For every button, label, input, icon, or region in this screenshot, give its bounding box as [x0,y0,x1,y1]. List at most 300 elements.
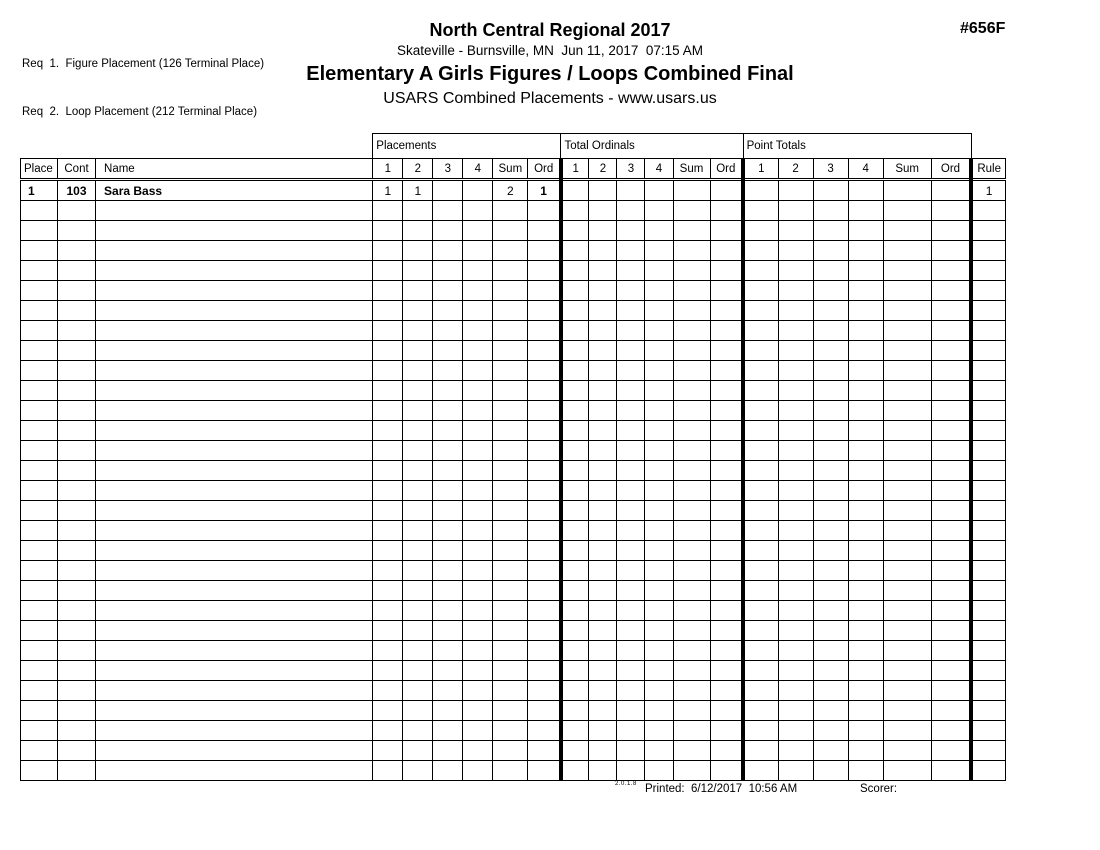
total-ordinals-cell [617,201,645,221]
point-totals-cell [813,501,848,521]
total-ordinals-cell [561,541,589,561]
placements-cell [493,701,528,721]
placements-cell [373,361,403,381]
contestant-number-cell [58,261,96,281]
place-cell [21,681,58,701]
rule-cell [971,701,1005,721]
point-totals-cell [743,741,778,761]
total-ordinals-cell [645,721,673,741]
placements-cell [528,641,561,661]
point-totals-cell [778,661,813,681]
total-ordinals-cell [561,401,589,421]
placements-cell [373,301,403,321]
total-ordinals-cell [589,281,617,301]
total-ordinals-cell [710,261,743,281]
total-ordinals-cell [617,341,645,361]
point-totals-cell [743,481,778,501]
total-ordinals-cell [589,321,617,341]
table-row-empty [21,381,1006,401]
point-totals-cell [743,561,778,581]
name-cell [96,661,373,681]
placements-cell [528,301,561,321]
name-cell [96,641,373,661]
point-totals-cell [778,361,813,381]
total-ordinals-cell [561,341,589,361]
placements-cell [463,601,493,621]
total-ordinals-cell [561,180,589,201]
placements-cell [433,581,463,601]
point-totals-cell [778,741,813,761]
placements-cell [403,601,433,621]
table-row-empty [21,681,1006,701]
rule-cell [971,301,1005,321]
point-totals-cell [778,421,813,441]
place-cell: 1 [21,180,58,201]
rule-cell [971,441,1005,461]
point-totals-cell [813,241,848,261]
point-totals-cell [848,621,883,641]
point-totals-cell [778,321,813,341]
total-ordinals-cell [617,321,645,341]
table-row-filled [21,180,1006,201]
total-ordinals-cell [589,761,617,781]
total-ordinals-cell [645,641,673,661]
total-ordinals-cell [589,241,617,261]
place-cell [21,201,58,221]
point-totals-cell [778,201,813,221]
total-ordinals-cell [673,721,710,741]
placements-cell [433,541,463,561]
placements-cell [433,461,463,481]
placements-cell [463,401,493,421]
group-header-row [21,134,1006,159]
total-ordinals-cell [673,421,710,441]
total-ordinals-cell [710,461,743,481]
total-ordinals-cell [710,201,743,221]
name-cell [96,541,373,561]
total-ordinals-cell [561,581,589,601]
placements-cell [493,321,528,341]
point-totals-cell [778,381,813,401]
point-totals-cell [743,621,778,641]
placements-cell [433,761,463,781]
placements-cell [463,741,493,761]
rule-cell [971,661,1005,681]
placements-cell [433,341,463,361]
placements-cell [493,641,528,661]
place-cell [21,701,58,721]
table-row-empty [21,281,1006,301]
point-totals-cell [778,521,813,541]
tagline: USARS Combined Placements - www.usars.us [383,90,717,107]
table-row-empty [21,201,1006,221]
point-totals-cell [813,301,848,321]
point-totals-cell [778,461,813,481]
placements-cell [463,281,493,301]
point-totals-cell [813,661,848,681]
table-row-empty [21,501,1006,521]
placements-cell [528,441,561,461]
placements-cell [528,761,561,781]
point-totals-cell [743,261,778,281]
total-ordinals-cell [673,461,710,481]
table-row-empty [21,361,1006,381]
point-totals-cell [778,501,813,521]
point-totals-cell [931,501,971,521]
placements-cell [528,461,561,481]
point-totals-cell [883,261,931,281]
placements-cell [528,201,561,221]
total-ordinals-cell [645,180,673,201]
column-header-cont: Cont [58,159,96,180]
contestant-number-cell [58,741,96,761]
placement-table [20,133,1006,781]
name-cell [96,421,373,441]
placements-cell [463,661,493,681]
point-totals-cell [778,301,813,321]
point-totals-cell [743,661,778,681]
place-cell [21,601,58,621]
contestant-number-cell [58,481,96,501]
table-row-empty [21,641,1006,661]
rule-cell [971,521,1005,541]
total-ordinals-cell [645,341,673,361]
total-ordinals-cell [710,541,743,561]
placements-cell [373,261,403,281]
total-ordinals-cell [673,261,710,281]
place-cell [21,521,58,541]
point-totals-cell [743,521,778,541]
column-header-point-totals-4: 4 [848,159,883,180]
table-row-empty [21,321,1006,341]
point-totals-cell [848,581,883,601]
total-ordinals-cell [589,501,617,521]
place-cell [21,661,58,681]
point-totals-cell [883,581,931,601]
point-totals-cell [848,601,883,621]
point-totals-cell [848,721,883,741]
point-totals-cell [883,341,931,361]
placements-cell [528,721,561,741]
placements-cell [463,621,493,641]
total-ordinals-cell [645,661,673,681]
placements-cell [403,421,433,441]
point-totals-cell [883,661,931,681]
point-totals-cell [813,681,848,701]
placements-cell [403,301,433,321]
placements-cell [433,501,463,521]
placements-cell [528,541,561,561]
point-totals-cell [848,381,883,401]
total-ordinals-cell [710,401,743,421]
total-ordinals-cell [589,341,617,361]
total-ordinals-cell [589,401,617,421]
table-row-empty [21,461,1006,481]
placements-cell [463,381,493,401]
placements-cell [463,441,493,461]
printed-timestamp: Printed: 6/12/2017 10:56 AM [645,783,798,795]
total-ordinals-cell [589,721,617,741]
placements-cell [463,201,493,221]
point-totals-cell [743,401,778,421]
point-totals-cell [813,441,848,461]
placements-cell [433,261,463,281]
total-ordinals-cell [561,601,589,621]
placements-cell [493,201,528,221]
place-cell [21,741,58,761]
total-ordinals-cell [617,721,645,741]
placements-cell [528,261,561,281]
total-ordinals-cell [645,601,673,621]
point-totals-cell [743,341,778,361]
placements-cell [403,201,433,221]
table-row-empty [21,621,1006,641]
point-totals-cell [778,641,813,661]
contestant-number-cell [58,601,96,621]
total-ordinals-cell [561,281,589,301]
point-totals-cell [883,301,931,321]
point-totals-cell [931,261,971,281]
total-ordinals-cell [561,201,589,221]
point-totals-cell [931,201,971,221]
total-ordinals-cell [617,281,645,301]
point-totals-cell [848,561,883,581]
place-cell [21,301,58,321]
point-totals-cell [778,221,813,241]
contestant-number-cell [58,721,96,741]
total-ordinals-cell [673,561,710,581]
point-totals-cell [931,601,971,621]
column-header-point-totals-2: 2 [778,159,813,180]
point-totals-cell [813,701,848,721]
placements-cell [493,281,528,301]
table-row-empty [21,261,1006,281]
point-totals-cell [778,180,813,201]
table-row-empty [21,561,1006,581]
place-cell [21,441,58,461]
placements-cell [433,221,463,241]
point-totals-cell [813,180,848,201]
placements-cell [463,341,493,361]
total-ordinals-cell [589,221,617,241]
placements-cell [528,281,561,301]
placements-cell [433,481,463,501]
placements-cell [463,321,493,341]
total-ordinals-cell [710,361,743,381]
name-cell [96,681,373,701]
contestant-number-cell [58,641,96,661]
placements-cell [463,641,493,661]
point-totals-cell [931,741,971,761]
point-totals-cell [883,321,931,341]
point-totals-cell [813,201,848,221]
rule-cell [971,321,1005,341]
table-row-empty [21,761,1006,781]
point-totals-cell [883,721,931,741]
total-ordinals-cell [645,201,673,221]
point-totals-cell [743,681,778,701]
column-header-total-ordinals-3: 3 [617,159,645,180]
point-totals-cell [778,761,813,781]
point-totals-cell [743,281,778,301]
rule-cell [971,621,1005,641]
point-totals-cell [848,741,883,761]
group-header-total-ordinals: Total Ordinals [561,134,743,159]
point-totals-cell [813,481,848,501]
placements-cell [493,421,528,441]
total-ordinals-cell [645,501,673,521]
total-ordinals-cell [617,381,645,401]
total-ordinals-cell [561,701,589,721]
total-ordinals-cell [645,361,673,381]
point-totals-cell [931,521,971,541]
name-cell [96,561,373,581]
placements-cell [373,561,403,581]
name-cell [96,221,373,241]
total-ordinals-cell [673,361,710,381]
placements-cell [403,501,433,521]
total-ordinals-cell [589,741,617,761]
total-ordinals-cell [561,521,589,541]
placements-cell [433,441,463,461]
placements-cell [403,641,433,661]
point-totals-cell [848,241,883,261]
contestant-number-cell [58,421,96,441]
total-ordinals-cell [645,421,673,441]
placements-cell [373,541,403,561]
point-totals-cell [883,741,931,761]
total-ordinals-cell [617,621,645,641]
total-ordinals-cell [710,421,743,441]
contestant-number-cell [58,541,96,561]
total-ordinals-cell [617,681,645,701]
total-ordinals-cell [617,261,645,281]
point-totals-cell [778,541,813,561]
place-cell [21,621,58,641]
total-ordinals-cell [617,461,645,481]
point-totals-cell [883,461,931,481]
placements-cell [433,241,463,261]
column-header-point-totals-sum: Sum [883,159,931,180]
point-totals-cell [778,261,813,281]
total-ordinals-cell [617,180,645,201]
point-totals-cell [931,561,971,581]
placements-cell [528,741,561,761]
total-ordinals-cell [710,561,743,581]
placements-cell [433,701,463,721]
placements-cell [493,301,528,321]
total-ordinals-cell [710,721,743,741]
name-cell [96,461,373,481]
placements-cell [403,321,433,341]
placements-cell [528,581,561,601]
total-ordinals-cell [673,761,710,781]
placements-cell [493,481,528,501]
name-cell [96,701,373,721]
table-row-empty [21,601,1006,621]
placements-cell [493,241,528,261]
total-ordinals-cell [673,281,710,301]
point-totals-cell [813,401,848,421]
total-ordinals-cell [673,641,710,661]
placements-cell [463,221,493,241]
placements-cell [463,261,493,281]
placements-cell [463,721,493,741]
placements-cell: 1 [403,180,433,201]
contestant-number-cell [58,761,96,781]
point-totals-cell [848,701,883,721]
rule-cell [971,341,1005,361]
point-totals-cell [813,541,848,561]
doc-number: #656F [960,20,1006,37]
point-totals-cell [883,681,931,701]
placements-cell: 1 [528,180,561,201]
column-header-placements-4: 4 [463,159,493,180]
placements-cell [403,621,433,641]
placements-cell [433,201,463,221]
column-header-total-ordinals-sum: Sum [673,159,710,180]
placements-cell [528,421,561,441]
point-totals-cell [883,761,931,781]
competition-title: North Central Regional 2017 [429,20,671,40]
placements-cell [493,401,528,421]
contestant-number-cell [58,321,96,341]
total-ordinals-cell [589,701,617,721]
column-header-name: Name [96,159,373,180]
point-totals-cell [848,521,883,541]
rule-cell [971,221,1005,241]
point-totals-cell [778,601,813,621]
total-ordinals-cell [710,681,743,701]
table-row-empty [21,221,1006,241]
contestant-number-cell [58,341,96,361]
placements-cell [463,761,493,781]
placements-cell [403,681,433,701]
placements-cell [493,221,528,241]
contestant-number-cell [58,681,96,701]
placements-cell [528,481,561,501]
point-totals-cell [848,221,883,241]
name-cell [96,521,373,541]
name-cell [96,241,373,261]
total-ordinals-cell [673,401,710,421]
name-cell [96,721,373,741]
column-header-placements-sum: Sum [493,159,528,180]
point-totals-cell [931,301,971,321]
total-ordinals-cell [561,761,589,781]
place-cell [21,461,58,481]
total-ordinals-cell [710,221,743,241]
total-ordinals-cell [710,621,743,641]
table-row-empty [21,701,1006,721]
total-ordinals-cell [673,661,710,681]
point-totals-cell [848,481,883,501]
total-ordinals-cell [589,180,617,201]
total-ordinals-cell [645,241,673,261]
placements-cell [493,681,528,701]
point-totals-cell [931,641,971,661]
contestant-number-cell: 103 [58,180,96,201]
point-totals-cell [813,761,848,781]
table-row-empty [21,521,1006,541]
name-cell: Sara Bass [96,180,373,201]
group-header-placements: Placements [373,134,561,159]
total-ordinals-cell [673,381,710,401]
point-totals-cell [848,361,883,381]
placements-cell [373,481,403,501]
name-cell [96,481,373,501]
contestant-number-cell [58,281,96,301]
